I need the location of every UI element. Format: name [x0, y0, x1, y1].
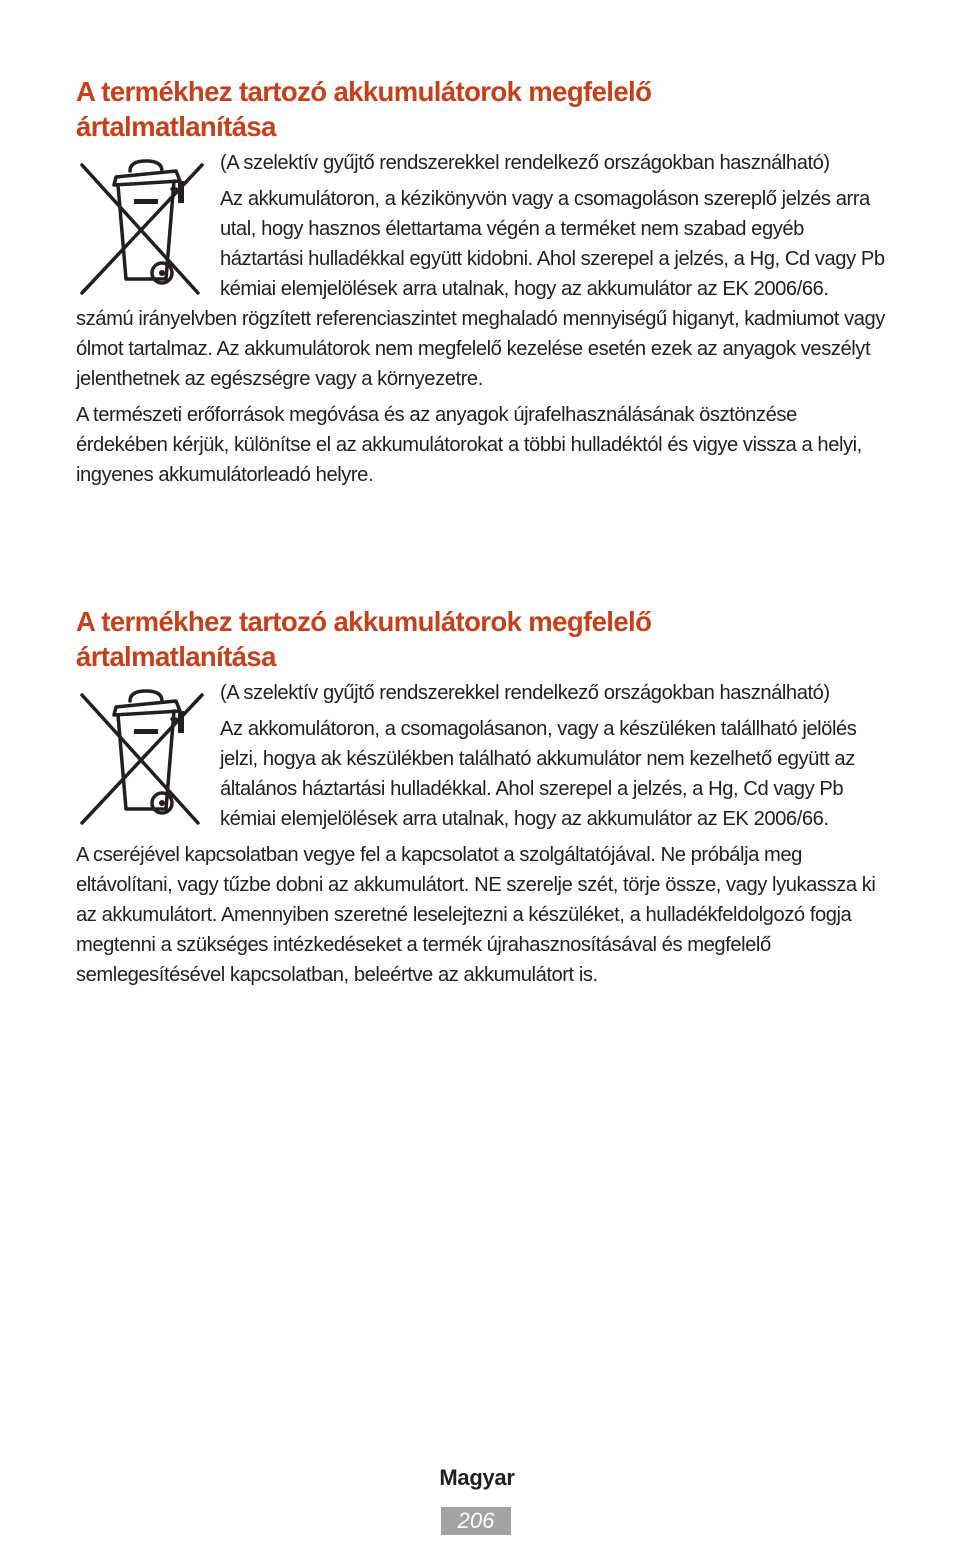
section-heading	[76, 604, 888, 674]
section-battery-disposal-2	[76, 604, 888, 996]
paragraph: A természeti erőforrások megóvása és az anyagok újrafelhasználásának ösztönzése érdekében kérjük, különítse el az akkumulátorokat a többi hulladéktól és vigye vissza a helyi, ingyenes akkumulátorleadó helyre.	[76, 404, 862, 486]
crossed-out-wheelie-bin-icon	[72, 151, 220, 303]
section-heading	[76, 74, 888, 144]
footer-language: Magyar	[439, 1465, 515, 1490]
paragraph: Az akkumulátoron, a kézikönyvön vagy a csomagoláson szereplő jelzés arra utal, hogy hasznos élettartama végén a terméket nem szabad egyéb háztartási hulladékkal együtt kidobni. Ahol szerepel a jelzés, a Hg, Cd vagy Pb kémiai elemjelölések arra utalnak, hogy az akkumulátor az EK 2006/66. számú irányelvben rögzített referenciaszintet meghaladó mennyiségű higanyt, kadmiumot vagy ólmot tartalmaz. Az akkumulátorok nem megfelelő kezelése esetén ezek az anyagok veszélyt jelenthetnek az egészségre vagy a környezetre.	[76, 188, 885, 390]
crossed-out-wheelie-bin-icon	[72, 681, 220, 833]
paragraph: (A szelektív gyűjtő rendszerekkel rendelkező országokban használható)	[220, 152, 830, 174]
page-number-badge: 206	[441, 1507, 511, 1535]
section-battery-disposal-1	[76, 74, 888, 496]
paragraph: Az akkomulátoron, a csomagolásanon, vagy a készüléken talállható jelölés jelzi, hogya ak készülékben található akkumulátor nem kezelhető együtt az általános háztartási hulladékkal. Ahol szerepel a jelzés, a Hg, Cd vagy Pb kémiai elemjelölések arra utalnak, hogy az akkumulátor az EK 2006/66.	[220, 718, 857, 830]
heading-line-1: A termékhez tartozó akkumulátorok megfelelő	[76, 76, 652, 107]
paragraph: (A szelektív gyűjtő rendszerekkel rendelkező országokban használható)	[220, 682, 830, 704]
paragraph: A cseréjével kapcsolatban vegye fel a kapcsolatot a szolgáltatójával. Ne próbálja meg eltávolítani, vagy tűzbe dobni az akkumulátort. NE szerelje szét, törje össze, vagy lyukassza ki az akkumulátort. Amennyiben szeretné leselejtezni a készüléket, a hulladékfeldolgozó fogja megtenni a szükséges intézkedéseket a termék újrahasznosításával és megfelelő semlegesítésével kapcsolatban, beleértve az akkumulátort is.	[76, 844, 876, 986]
heading-line-1: A termékhez tartozó akkumulátorok megfelelő	[76, 606, 652, 637]
heading-line-2: ártalmatlanítása	[76, 111, 276, 142]
heading-line-2: ártalmatlanítása	[76, 641, 276, 672]
